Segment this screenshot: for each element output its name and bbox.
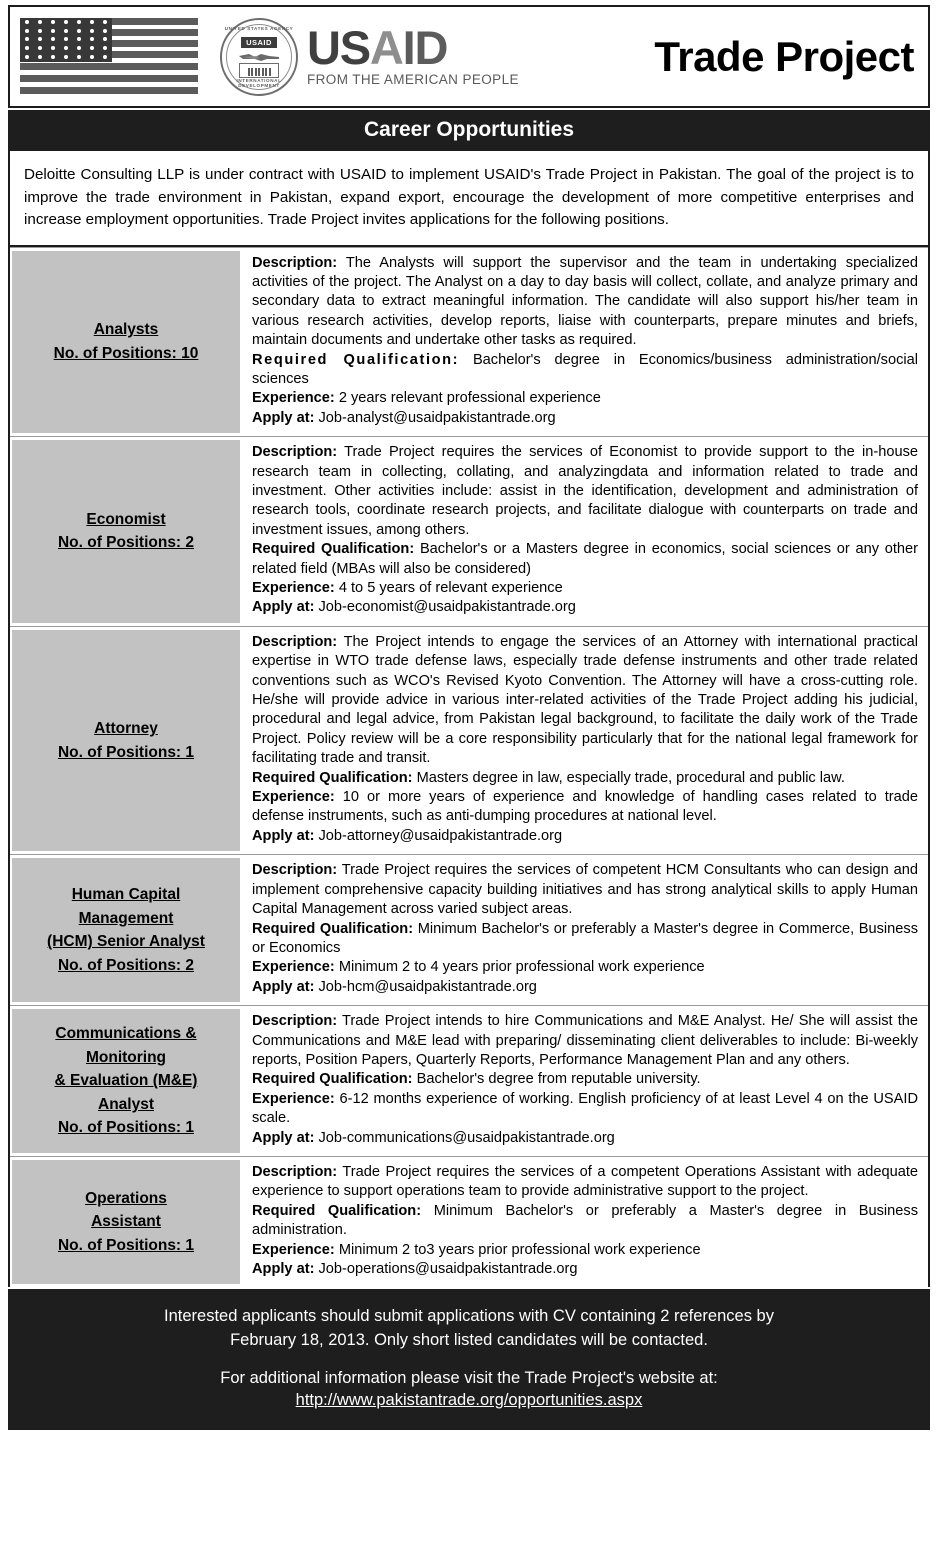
experience-label: Experience: [252, 959, 335, 976]
description-label: Description: [252, 1013, 338, 1030]
job-description-block [252, 1012, 918, 1070]
job-apply-email-block [252, 1260, 918, 1279]
job-description: The Analysts will support the supervisor and the team in undertaking specialized activities of the project. The Analyst on a day to day basis will collect, collate, and analyze primary and secondary data to extract meaningful information. The candidate will also support his/her team in various research activities, develop reports, liaise with counterparts, prepare minutes and briefs, maintain documents and undertake other tasks as required. [252, 254, 918, 349]
job-qualification-block [252, 1070, 918, 1089]
usaid-wordmark [307, 20, 519, 88]
job-experience: Minimum 2 to 4 years prior professional work experience [338, 959, 705, 976]
usaid-word-us: US [307, 20, 370, 74]
experience-label: Experience: [252, 1090, 335, 1107]
qualification-label: Required Qualification: [252, 920, 414, 937]
usaid-word-id: ID [402, 20, 448, 74]
apply-at-label: Apply at: [252, 827, 315, 844]
job-title-line: No. of Positions: 2 [57, 534, 195, 552]
job-title-line: & Evaluation (M&E) [54, 1072, 198, 1090]
job-description-block [252, 254, 918, 351]
description-label: Description: [252, 1163, 338, 1180]
job-qualification-block [252, 769, 918, 788]
job-apply-email: Job-communications@usaidpakistantrade.org [318, 1129, 615, 1146]
job-title-cell [12, 440, 240, 623]
apply-at-label: Apply at: [252, 1261, 315, 1277]
job-apply-email: Job-hcm@usaidpakistantrade.org [318, 978, 537, 995]
intro-paragraph: Deloitte Consulting LLP is under contract with USAID to implement USAID's Trade Project in Pakistan. The goal of the project is to improve the trade environment in Pakistan, expand export, encourage the development of more competitive enterprises and increase employment opportunities. Trade Project invites applications for the following positions. [24, 166, 914, 228]
job-detail-cell [240, 627, 928, 854]
job-description: Trade Project requires the services of Economist to provide support to the in-house research team in collecting, collating, and analyzingdata and information related to trade and investment. Other activities include: assist in the identification, development and administration of research tools, coordinate research projects, and facilitate dialogue with counterparts on trade and investment issues, among others. [252, 444, 918, 538]
job-row [10, 436, 928, 626]
job-description-block [252, 633, 918, 769]
job-experience-block [252, 579, 918, 598]
job-qualification: Bachelor's degree from reputable university. [416, 1071, 701, 1088]
job-title-line: No. of Positions: 2 [57, 956, 195, 974]
experience-label: Experience: [252, 580, 335, 596]
job-qualification: Masters degree in law, especially trade, procedural and public law. [416, 769, 845, 786]
job-title-line: No. of Positions: 1 [57, 1236, 195, 1254]
job-row [10, 626, 928, 854]
job-apply-email-block [252, 978, 918, 997]
job-experience: 6-12 months experience of working. English proficiency of at least Level 4 on the USAID scale. [252, 1090, 918, 1127]
job-title-line: Operations [85, 1189, 167, 1207]
job-title-line: Economist [86, 510, 166, 528]
job-qualification: Bachelor's degree in Economics/business administration/social sciences [252, 351, 918, 387]
job-description-block [252, 443, 918, 540]
qualification-label: Required Qualification: [252, 351, 460, 368]
job-title-cell [12, 1009, 240, 1153]
intro-section [8, 151, 930, 247]
job-title-line: Management [78, 909, 174, 927]
job-description-block [252, 861, 918, 919]
usaid-logo [220, 18, 519, 96]
qualification-label: Required Qualification: [252, 1071, 413, 1088]
job-detail-cell [240, 855, 928, 1005]
job-experience-block [252, 1241, 918, 1260]
job-title-cell [12, 251, 240, 434]
job-experience-block [252, 788, 918, 827]
job-experience-block [252, 1090, 918, 1129]
job-experience-block [252, 389, 918, 408]
seal-bottom-text: INTERNATIONAL DEVELOPMENT [236, 77, 282, 88]
page-header [8, 5, 930, 108]
job-row [10, 1005, 928, 1156]
job-apply-email: Job-analyst@usaidpakistantrade.org [318, 409, 556, 426]
qualification-label: Required Qualification: [252, 1202, 422, 1219]
experience-label: Experience: [252, 789, 335, 806]
job-row [10, 854, 928, 1005]
job-qualification: Minimum Bachelor's or preferably a Master's degree in Business administration. [252, 1202, 918, 1239]
job-title-line: Attorney [94, 720, 158, 738]
job-title-line: No. of Positions: 1 [57, 1119, 195, 1137]
qualification-label: Required Qualification: [252, 541, 415, 558]
job-description: Trade Project intends to hire Communications and M&E Analyst. He/ She will assist the Communications and M&E lead with preparing/ disseminating client deliverables to include: Bi-weekly reports, Position Papers, Quarterly Reports, Performance Management Plan and any others. [252, 1013, 918, 1068]
job-title-line: No. of Positions: 10 [53, 344, 199, 362]
apply-at-label: Apply at: [252, 1129, 315, 1146]
job-title-cell [12, 1160, 240, 1284]
job-apply-email: Job-operations@usaidpakistantrade.org [318, 1261, 578, 1277]
page-title: Trade Project [654, 32, 914, 80]
job-qualification-block [252, 540, 918, 579]
footer-deadline-line1: Interested applicants should submit applications with CV containing 2 references by [164, 1307, 774, 1326]
job-apply-email-block [252, 827, 918, 846]
job-title-cell [12, 630, 240, 851]
experience-label: Experience: [252, 390, 335, 407]
job-description: Trade Project requires the services of a competent Operations Assistant with adequate experience to support operations team to provide administrative support to the project. [252, 1163, 918, 1200]
job-apply-email-block [252, 409, 918, 428]
job-description: The Project intends to engage the services of an Attorney with international practical expertise in WTO trade defense laws, especially trade defense instruments and other trade related conventions such as WCO's Revised Kyoto Convention. The Attorney will have a cross-cutting role. He/she will provide advice in various inter-related activities of the Trade Project adding his judicial, procedural and legal advice, from Pakistan legal background, to facilitate the daily work of the Trade Project. Policy review will be a core responsibility particularly that for the national legal framework for facilitating trade and transit. [252, 633, 918, 767]
job-row [10, 247, 928, 437]
footer-info-line: For additional information please visit the Trade Project's website at: [220, 1369, 718, 1388]
job-description-block [252, 1163, 918, 1202]
seal-badge-text: USAID [241, 37, 277, 48]
career-opportunities-bar: Career Opportunities [8, 110, 930, 151]
description-label: Description: [252, 444, 338, 461]
description-label: Description: [252, 254, 338, 271]
job-title-line: Monitoring [85, 1048, 167, 1066]
job-experience: Minimum 2 to3 years prior professional work experience [338, 1241, 701, 1258]
job-qualification: Bachelor's or a Masters degree in economics, social sciences or any other related field (MBAs will also be considered) [252, 541, 919, 577]
job-experience: 10 or more years of experience and knowledge of handling cases related to trade defense instruments, such as anti-dumping procedures at national level. [252, 789, 919, 825]
apply-at-label: Apply at: [252, 978, 315, 995]
usaid-tagline: FROM THE AMERICAN PEOPLE [307, 72, 519, 88]
job-title-line: Communications & [55, 1025, 197, 1043]
footer-deadline-line2: February 18, 2013. Only short listed candidates will be contacted. [230, 1330, 708, 1349]
apply-at-label: Apply at: [252, 599, 315, 616]
logo-group [20, 18, 519, 96]
job-qualification-block [252, 920, 918, 959]
job-qualification-block [252, 1202, 918, 1241]
description-label: Description: [252, 862, 338, 879]
job-apply-email: Job-economist@usaidpakistantrade.org [318, 599, 576, 616]
job-title-line: Human Capital [71, 886, 181, 904]
usaid-seal-icon [220, 18, 298, 96]
job-title-line: Assistant [91, 1213, 161, 1231]
job-title-line: No. of Positions: 1 [57, 743, 195, 761]
job-detail-cell [240, 248, 928, 437]
job-title-line: Analyst [98, 1095, 154, 1113]
job-experience: 4 to 5 years of relevant experience [338, 580, 563, 596]
job-apply-email-block [252, 1129, 918, 1148]
job-detail-cell [240, 437, 928, 626]
job-apply-email: Job-attorney@usaidpakistantrade.org [318, 827, 563, 844]
job-title-line: Analysts [93, 321, 159, 339]
shield-icon [239, 63, 279, 78]
job-row [10, 1156, 928, 1287]
job-title-line: (HCM) Senior Analyst [47, 933, 205, 951]
experience-label: Experience: [252, 1241, 335, 1258]
job-qualification: Minimum Bachelor's or preferably a Master's degree in Commerce, Business or Economics [252, 920, 918, 956]
handshake-icon [237, 50, 281, 61]
description-label: Description: [252, 633, 338, 650]
job-apply-email-block [252, 598, 918, 617]
job-detail-cell [240, 1006, 928, 1156]
job-title-cell [12, 858, 240, 1002]
seal-top-text: UNITED STATES AGENCY [224, 25, 294, 31]
job-experience: 2 years relevant professional experience [338, 390, 601, 407]
jobs-table [8, 247, 930, 1288]
job-description: Trade Project requires the services of competent HCM Consultants who can design and implement comprehensive capacity building initiatives and has strong analytical skills to apply Human Capital Management across varied subject areas. [252, 862, 918, 918]
job-qualification-block [252, 351, 918, 390]
usaid-word-a: A [369, 20, 403, 74]
footer-section [8, 1289, 930, 1429]
website-link[interactable]: http://www.pakistantrade.org/opportunities.aspx [295, 1390, 643, 1409]
apply-at-label: Apply at: [252, 409, 315, 426]
us-flag-icon [20, 18, 198, 96]
qualification-label: Required Qualification: [252, 769, 413, 786]
job-experience-block [252, 958, 918, 977]
job-detail-cell [240, 1157, 928, 1287]
